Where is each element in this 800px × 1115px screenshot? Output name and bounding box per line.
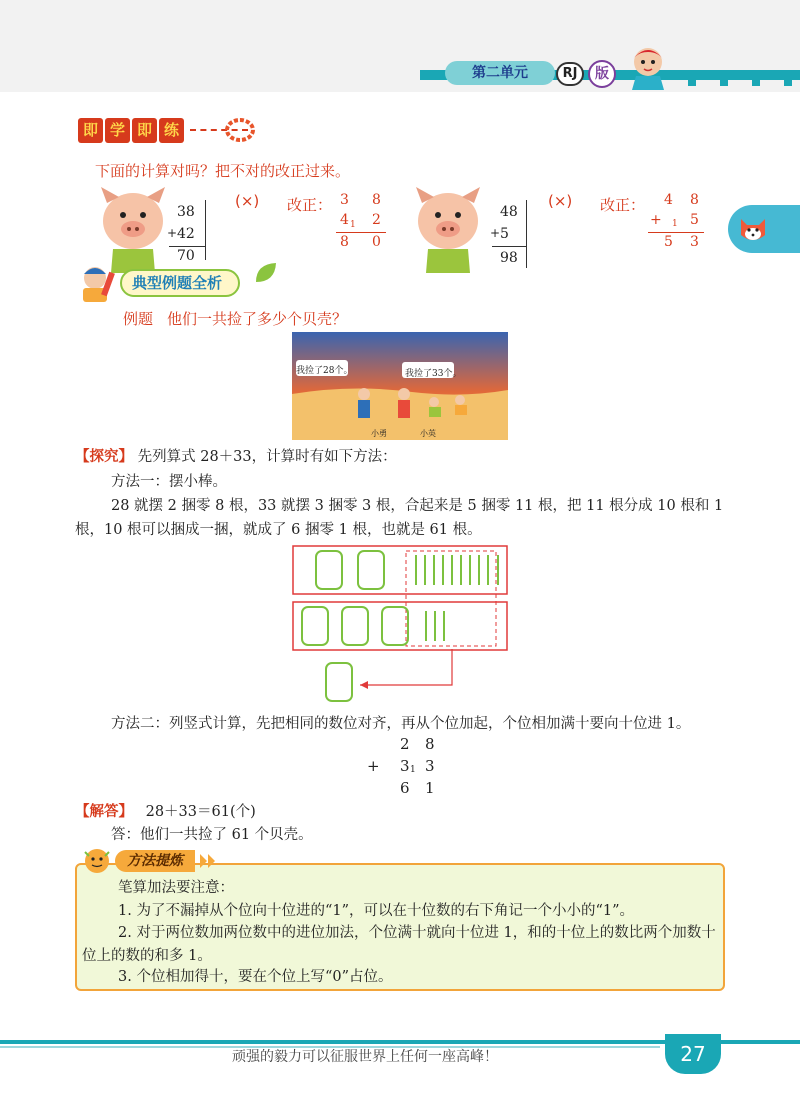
tips-intro: 笔算加法要注意： [118, 880, 234, 896]
fix-rule [648, 232, 704, 233]
calc-second: 5 [500, 226, 509, 242]
beach-scene-illustration [292, 332, 508, 440]
calc-top: 38 [177, 204, 195, 220]
fix-result-tens: 8 [340, 234, 349, 250]
r3-tens: 6 [400, 779, 410, 797]
r2-carry: 1 [410, 765, 416, 775]
title-char: 即 [78, 118, 103, 143]
calc-plus: + [490, 226, 501, 240]
name-boy: 小勇 [371, 429, 387, 438]
practice-question: 下面的计算对吗？把不对的改正过来。 [95, 162, 351, 180]
answer-tag: 【解答】 [75, 803, 133, 820]
method1-title: 方法一：摆小棒。 [111, 474, 227, 490]
method1-text: 28 就摆 2 捆零 8 根，33 就摆 3 捆零 3 根，合起来是 5 捆零 11 根，把 11 根分成 10 根和 1 根，10 根可以捆成一捆，就成了 6 捆零 1 根，也就是 61 根。 [75, 498, 724, 538]
fix-result-ones: 0 [372, 234, 381, 250]
title-char: 练 [159, 118, 184, 143]
correction-1 [336, 192, 396, 256]
leaf-icon [253, 260, 279, 286]
example-text: 他们一共捡了多少个贝壳？ [167, 310, 348, 328]
edition-ban-badge: 版 [588, 60, 616, 88]
r2-tens: 3 [400, 757, 410, 775]
tips-item: 3. 个位相加得十，要在个位上写“0”占位。 [118, 969, 393, 985]
fix-second-ones: 2 [372, 212, 381, 228]
fix-second-ones: 5 [690, 212, 699, 228]
vertical-calc-1 [165, 200, 225, 262]
explore-tag: 【探究】 [75, 448, 133, 465]
unit-title: 第二单元 [445, 61, 555, 85]
footer-motto: 顽强的毅力可以征服世界上任何一座高峰！ [232, 1049, 498, 1065]
page-number: 27 [665, 1034, 721, 1074]
example-question [123, 308, 347, 329]
explore-line [75, 445, 735, 469]
calc-plus: + [167, 226, 178, 240]
fix-top-tens: 4 [664, 192, 673, 208]
wrong-mark: (×) [548, 192, 573, 210]
fix-result-tens: 5 [664, 234, 673, 250]
r1-tens: 2 [400, 735, 410, 753]
calc-bar [205, 200, 206, 260]
fix-top-tens: 3 [340, 192, 349, 208]
stick-bundles-diagram [292, 545, 512, 705]
fix-second-tens: 4 [340, 212, 349, 228]
fix-top-ones: 8 [690, 192, 699, 208]
column-addition [365, 735, 445, 801]
answer-text: 答：他们一共捡了 61 个贝壳。 [111, 827, 313, 843]
calc-second: 42 [177, 226, 195, 242]
fix-top-ones: 8 [372, 192, 381, 208]
example-label: 例题 [123, 310, 154, 328]
fix-rule [336, 232, 386, 233]
bubble-boy: 我捡了28个。 [296, 366, 353, 376]
example-section-label: 典型例题全析 [120, 269, 240, 297]
fix-carry: 1 [350, 220, 356, 230]
mascot-girl-icon [618, 42, 678, 90]
title-char: 即 [132, 118, 157, 143]
explore-text: 先列算式 28＋33，计算时有如下方法： [137, 449, 397, 465]
r3-ones: 1 [425, 779, 435, 797]
calc-result: 70 [177, 248, 195, 260]
flower-ring-icon [223, 116, 257, 144]
fix-label: 改正： [287, 196, 333, 214]
cactus-mascot-icon [77, 846, 117, 876]
r2-ones: 3 [425, 757, 435, 775]
fix-result-ones: 3 [690, 234, 699, 250]
wrong-mark: (×) [235, 192, 260, 210]
header-checker-decoration [680, 64, 800, 86]
bubble-girl: 我捡了33个。 [405, 369, 462, 379]
method-tips-label: 方法提炼 [115, 850, 195, 872]
fix-label: 改正： [600, 196, 646, 214]
name-girl: 小英 [420, 429, 436, 438]
calc-result: 98 [500, 250, 518, 266]
fox-face-icon [737, 213, 769, 245]
answer-equation: 28＋33＝61(个) [145, 804, 256, 820]
title-char: 学 [105, 118, 130, 143]
method2-text: 方法二：列竖式计算，先把相同的数位对齐，再从个位加起，个位相加满十要向十位进 1。 [111, 716, 691, 732]
section-practice-title [78, 118, 186, 143]
section-example-title [75, 268, 275, 300]
correction-2 [648, 192, 708, 256]
tips-item: 2. 对于两位数加两位数中的进位加法，个位满十就向十位进 1，和的十位上的数比两个加数十位上的数的和多 1。 [82, 925, 716, 964]
method-tips-header [75, 846, 225, 874]
r1-ones: 8 [425, 735, 435, 753]
fix-plus: + [650, 212, 662, 228]
fix-carry: 1 [672, 219, 678, 229]
calc-top: 48 [500, 204, 518, 220]
plus-sign: + [367, 757, 380, 775]
calc-rule [169, 246, 205, 247]
double-arrow-icon [199, 852, 217, 870]
calc-bar [526, 200, 527, 268]
calc-rule [492, 246, 526, 247]
tips-item: 1. 为了不漏掉从个位向十位进的“1”，可以在十位数的右下角记一个小小的“1”。 [118, 903, 635, 919]
edition-rj-badge: RJ [556, 62, 584, 86]
pencil-kid-icon [75, 264, 121, 302]
vertical-calc-2 [478, 200, 538, 270]
answer-line [75, 800, 735, 824]
